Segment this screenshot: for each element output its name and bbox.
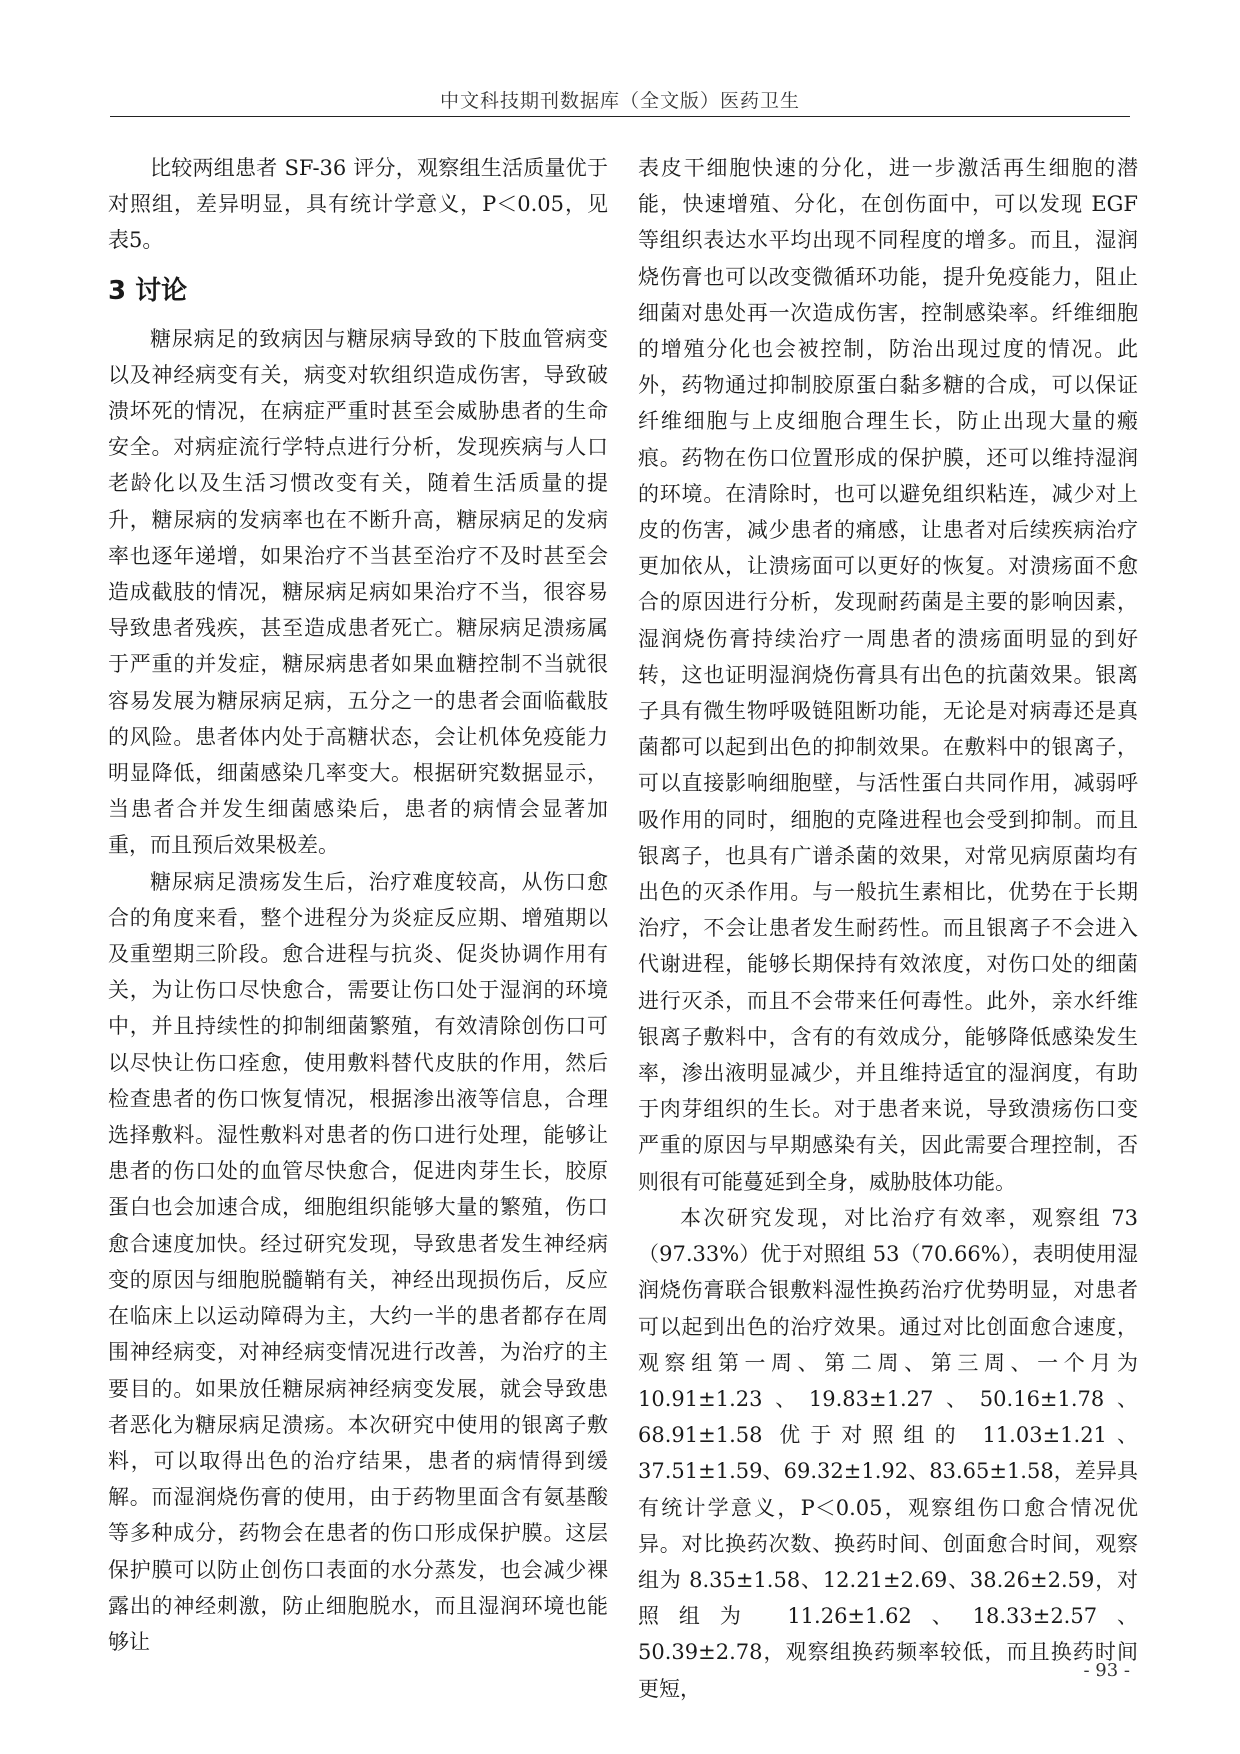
intro-paragraph: 比较两组患者 SF-36 评分，观察组生活质量优于对照组，差异明显，具有统计学意义，P＜0.05，见表5。 [108,156,608,253]
right-column [638,150,1138,1707]
section-heading-discussion: 3 讨论 [108,275,188,306]
body-paragraph: 本次研究发现，对比治疗有效率，观察组 73（97.33%）优于对照组 53（70.66%），表明使用湿润烧伤膏联合银敷料湿性换药治疗优势明显，对患者可以起到出色的治疗效果。通过对比创面愈合速度，观察组第一周、第二周、第三周、一个月为 10.91±1.23、19.83±1.27、50.16±1.78、68.91±1.58 优于对照组的 11.03±1.21、37.51±1.59、69.32±1.92、83.65±1.58，差异具有统计学意义，P＜0.05，观察组伤口愈合情况优异。对比换药次数、换药时间、创面愈合时间，观察组为 8.35±1.58、12.21±2.69、38.26±2.59，对照组为 11.26±1.62、18.33±2.57、50.39±2.78，观察组换药频率较低，而且换药时间更短， [638,1205,1138,1701]
left-column [108,150,608,1660]
page-number: - 93 - [1083,1660,1130,1681]
body-paragraph-continued: 表皮干细胞快速的分化，进一步激活再生细胞的潜能，快速增殖、分化，在创伤面中，可以发现 EGF 等组织表达水平均出现不同程度的增多。而且，湿润烧伤膏也可以改变微循环功能，提升免疫能力，阻止细菌对患处再一次造成伤害，控制感染率。纤维细胞的增殖分化也会被控制，防治出现过度的情况。此外，药物通过抑制胶原蛋白黏多糖的合成，可以保证纤维细胞与上皮细胞合理生长，防止出现大量的瘢痕。药物在伤口位置形成的保护膜，还可以维持湿润的环境。在清除时，也可以避免组织粘连，减少对上皮的伤害，减少患者的痛感，让患者对后续疾病治疗更加依从，让溃疡面可以更好的恢复。对溃疡面不愈合的原因进行分析，发现耐药菌是主要的影响因素，湿润烧伤膏持续治疗一周患者的溃疡面明显的到好转，这也证明湿润烧伤膏具有出色的抗菌效果。银离子具有微生物呼吸链阻断功能，无论是对病毒还是真菌都可以起到出色的抑制效果。在敷料中的银离子，可以直接影响细胞壁，与活性蛋白共同作用，减弱呼吸作用的同时，细胞的克隆进程也会受到抑制。而且银离子，也具有广谱杀菌的效果，对常见病原菌均有出色的灭杀作用。与一般抗生素相比，优势在于长期治疗，不会让患者发生耐药性。而且银离子不会进入代谢进程，能够长期保持有效浓度，对伤口处的细菌进行灭杀，而且不会带来任何毒性。此外，亲水纤维银离子敷料中，含有的有效成分，能够降低感染发生率，渗出液明显减少，并且维持适宜的湿润度，有助于肉芽组织的生长。对于患者来说，导致溃疡伤口变严重的原因与早期感染有关，因此需要合理控制，否则很有可能蔓延到全身，威胁肢体功能。 [638,156,1138,1194]
body-paragraph: 糖尿病足溃疡发生后，治疗难度较高，从伤口愈合的角度来看，整个进程分为炎症反应期、增殖期以及重塑期三阶段。愈合进程与抗炎、促炎协调作用有关，为让伤口尽快愈合，需要让伤口处于湿润的环境中，并且持续性的抑制细菌繁殖，有效清除创伤口可以尽快让伤口痊愈，使用敷料替代皮肤的作用，然后检查患者的伤口恢复情况，根据渗出液等信息，合理选择敷料。湿性敷料对患者的伤口进行处理，能够让患者的伤口处的血管尽快愈合，促进肉芽生长，胶原蛋白也会加速合成，细胞组织能够大量的繁殖，伤口愈合速度加快。经过研究发现，导致患者发生神经病变的原因与细胞脱髓鞘有关，神经出现损伤后，反应在临床上以运动障碍为主，大约一半的患者都存在周围神经病变，对神经病变情况进行改善，为治疗的主要目的。如果放任糖尿病神经病变发展，就会导致患者恶化为糖尿病足溃疡。本次研究中使用的银离子敷料，可以取得出色的治疗结果，患者的病情得到缓解。而湿润烧伤膏的使用，由于药物里面含有氨基酸等多种成分，药物会在患者的伤口形成保护膜。这层保护膜可以防止创伤口表面的水分蒸发，也会减少裸露出的神经刺激，防止细胞脱水，而且湿润环境也能够让 [108,869,608,1654]
running-header: 中文科技期刊数据库（全文版）医药卫生 [439,90,800,112]
body-paragraph: 糖尿病足的致病因与糖尿病导致的下肢血管病变以及神经病变有关，病变对软组织造成伤害，导致破溃坏死的情况，在病症严重时甚至会威胁患者的生命安全。对病症流行学特点进行分析，发现疾病与人口老龄化以及生活习惯改变有关，随着生活质量的提升，糖尿病的发病率也在不断升高，糖尿病足的发病率也逐年递增，如果治疗不当甚至治疗不及时甚至会造成截肢的情况，糖尿病足病如果治疗不当，很容易导致患者残疾，甚至造成患者死亡。糖尿病足溃疡属于严重的并发症，糖尿病患者如果血糖控制不当就很容易发展为糖尿病足病，五分之一的患者会面临截肢的风险。患者体内处于高糖状态，会让机体免疫能力明显降低，细菌感染几率变大。根据研究数据显示，当患者合并发生细菌感染后，患者的病情会显著加重，而且预后效果极差。 [108,326,608,858]
header-rule [110,116,1130,117]
